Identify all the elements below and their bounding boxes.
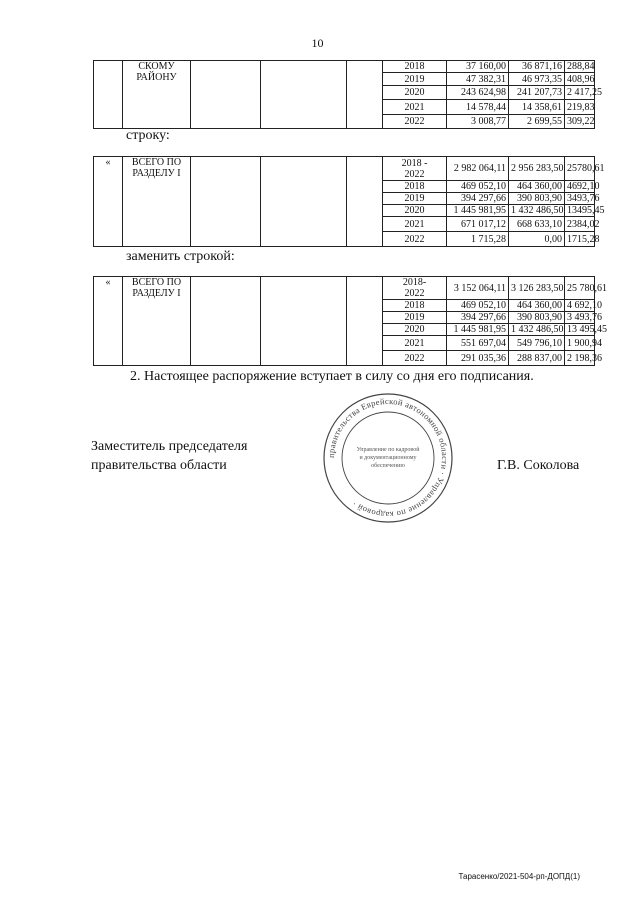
signatory-title-line: Заместитель председателя	[91, 439, 248, 454]
federal-amount-cell: 36 871,16	[509, 61, 565, 73]
federal-amount-cell: 0,00	[509, 232, 565, 247]
empty-cell-b	[261, 157, 347, 247]
empty-cell-c	[347, 61, 383, 129]
year-cell	[383, 157, 447, 181]
table-row	[94, 157, 595, 181]
federal-amount-cell: 2 699,55	[509, 115, 565, 129]
total-amount-cell: 291 035,36	[447, 351, 509, 366]
total-amount-cell: 3 008,77	[447, 115, 509, 129]
year-line: 2022	[404, 288, 425, 299]
total-amount-cell: 47 382,31	[447, 73, 509, 86]
signatory-name: Г.В. Соколова	[497, 458, 580, 473]
total-amount-cell: 1 715,28	[447, 232, 509, 247]
regional-amount-cell: 219,83	[565, 100, 595, 115]
quote-cell: «	[94, 157, 123, 247]
footer-document-code: Тарасенко/2021-504-рп-ДОПД(1)	[458, 872, 580, 881]
federal-amount-cell: 288 837,00	[509, 351, 565, 366]
heading-line-replace: строку:	[126, 128, 170, 143]
regional-amount-cell: 4692,10	[565, 181, 595, 193]
regional-amount-cell: 408,96	[565, 73, 595, 86]
signatory-title-line: правительства области	[91, 458, 227, 473]
total-amount-cell: 37 160,00	[447, 61, 509, 73]
total-amount-cell: 1 445 981,95	[447, 205, 509, 217]
page-number: 10	[311, 36, 324, 50]
total-amount-cell: 469 052,10	[447, 181, 509, 193]
stamp-inner-line: обеспечению	[371, 463, 405, 469]
signatory-title	[91, 437, 247, 475]
total-amount-cell: 551 697,04	[447, 336, 509, 351]
regional-amount-cell: 25780,61	[565, 157, 595, 181]
empty-cell-a	[191, 61, 261, 129]
federal-amount-cell: 46 973,35	[509, 73, 565, 86]
federal-amount-cell: 241 207,73	[509, 86, 565, 100]
empty-cell-b	[261, 61, 347, 129]
quote-cell: «	[94, 277, 123, 366]
table-row	[94, 61, 595, 73]
year-cell: 2021	[383, 100, 447, 115]
stamp-inner-line: Управление по кадровой	[356, 447, 420, 453]
regional-amount-cell: 13495,45	[565, 205, 595, 217]
federal-amount-cell: 1 432 486,50	[509, 324, 565, 336]
federal-amount-cell: 390 803,90	[509, 312, 565, 324]
federal-amount-cell: 668 633,10	[509, 217, 565, 232]
year-cell: 2021	[383, 336, 447, 351]
total-amount-cell: 3 152 064,11	[447, 277, 509, 300]
year-cell: 2018	[383, 61, 447, 73]
regional-amount-cell: 2 417,25	[565, 86, 595, 100]
regional-amount-cell: 2 198,36	[565, 351, 595, 366]
row-label-line: РАЗДЕЛУ I	[132, 168, 181, 179]
federal-amount-cell: 1 432 486,50	[509, 205, 565, 217]
federal-amount-cell: 14 358,61	[509, 100, 565, 115]
year-cell: 2022	[383, 115, 447, 129]
regional-amount-cell: 4 692,10	[565, 300, 595, 312]
year-cell: 2018	[383, 181, 447, 193]
regional-amount-cell: 1 900,94	[565, 336, 595, 351]
regional-amount-cell: 3493,76	[565, 193, 595, 205]
row-label-line: РАЙОНУ	[136, 72, 177, 83]
stamp-ring-text: правительства Еврейской автономной области · Управление по кадровой ·	[325, 395, 451, 521]
federal-amount-cell: 549 796,10	[509, 336, 565, 351]
total-amount-cell: 469 052,10	[447, 300, 509, 312]
total-amount-cell: 2 982 064,11	[447, 157, 509, 181]
year-cell: 2020	[383, 86, 447, 100]
total-amount-cell: 671 017,12	[447, 217, 509, 232]
federal-amount-cell: 3 126 283,50	[509, 277, 565, 300]
year-cell: 2020	[383, 205, 447, 217]
row-label-cell	[123, 157, 191, 247]
year-cell: 2020	[383, 324, 447, 336]
total-amount-cell: 394 297,66	[447, 193, 509, 205]
regional-amount-cell: 25 780,61	[565, 277, 595, 300]
empty-cell-c	[347, 157, 383, 247]
row-label-line: РАЗДЕЛУ I	[132, 288, 181, 299]
regional-amount-cell: 13 495,45	[565, 324, 595, 336]
table-row	[94, 277, 595, 300]
total-amount-cell: 14 578,44	[447, 100, 509, 115]
year-cell: 2021	[383, 217, 447, 232]
empty-cell-b	[261, 277, 347, 366]
total-amount-cell: 1 445 981,95	[447, 324, 509, 336]
federal-amount-cell: 390 803,90	[509, 193, 565, 205]
year-line: 2018 -	[401, 157, 428, 169]
federal-amount-cell: 2 956 283,50	[509, 157, 565, 181]
year-cell: 2022	[383, 351, 447, 366]
empty-cell-c	[347, 277, 383, 366]
stamp-inner-line: и документационному	[359, 455, 417, 461]
row-label-cell	[123, 61, 191, 129]
year-line: 2022	[404, 168, 425, 180]
table-district-continuation	[93, 60, 602, 129]
regional-amount-cell: 288,84	[565, 61, 595, 73]
regional-amount-cell: 3 493,76	[565, 312, 595, 324]
total-amount-cell: 394 297,66	[447, 312, 509, 324]
quote-cell	[94, 61, 123, 129]
table-new-total	[93, 276, 607, 366]
year-cell: 2018	[383, 300, 447, 312]
year-cell: 2019	[383, 193, 447, 205]
federal-amount-cell: 464 360,00	[509, 181, 565, 193]
row-label-line: ВСЕГО ПО	[131, 157, 182, 168]
row-label-line: СКОМУ	[138, 61, 175, 72]
empty-cell-a	[191, 157, 261, 247]
official-seal-stamp	[300, 393, 476, 523]
paragraph-effective: 2. Настоящее распоряжение вступает в силу со дня его подписания.	[130, 369, 534, 384]
total-amount-cell: 243 624,98	[447, 86, 509, 100]
row-label-line: ВСЕГО ПО	[131, 277, 182, 288]
year-line: 2018-	[402, 277, 427, 288]
federal-amount-cell: 464 360,00	[509, 300, 565, 312]
regional-amount-cell: 1715,28	[565, 232, 595, 247]
row-label-cell	[123, 277, 191, 366]
regional-amount-cell: 309,22	[565, 115, 595, 129]
heading-replace-with: заменить строкой:	[126, 249, 235, 264]
empty-cell-a	[191, 277, 261, 366]
regional-amount-cell: 2384,02	[565, 217, 595, 232]
year-cell: 2022	[383, 232, 447, 247]
table-old-total	[93, 156, 605, 247]
year-cell: 2019	[383, 312, 447, 324]
year-cell: 2019	[383, 73, 447, 86]
year-cell	[383, 277, 447, 300]
